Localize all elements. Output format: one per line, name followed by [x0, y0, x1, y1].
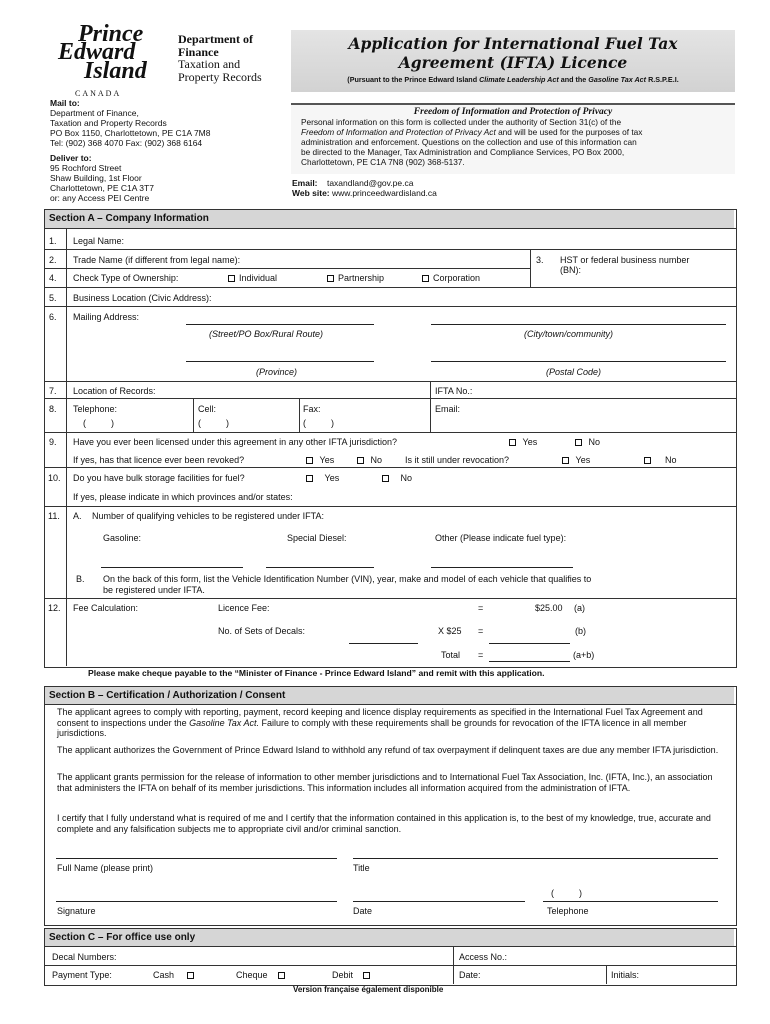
- department-block: [178, 33, 262, 83]
- signature-label: Signature: [57, 906, 96, 916]
- initials-label: Initials:: [611, 970, 640, 980]
- checkbox[interactable]: [422, 275, 429, 282]
- mail-to-line-2: Taxation and Property Records: [50, 118, 167, 128]
- title-label: Title: [353, 863, 370, 873]
- divider: [44, 287, 736, 288]
- divider: [44, 467, 736, 468]
- street-caption: (Street/PO Box/Rural Route): [209, 329, 324, 339]
- mail-to-line-4: Tel: (902) 368 4070 Fax: (902) 368 6164: [50, 138, 203, 148]
- decal-equals: =: [478, 626, 484, 636]
- decal-multiplier: X $25: [438, 626, 462, 636]
- telephone-sig-label: Telephone: [547, 906, 589, 916]
- q10-number: 10.: [48, 473, 61, 483]
- logo-line-edward: Edward: [58, 39, 136, 65]
- checkbox[interactable]: [306, 457, 313, 464]
- divider: [66, 598, 67, 666]
- street-input-line[interactable]: [186, 324, 374, 325]
- postal-input-line[interactable]: [431, 361, 726, 362]
- privacy-heading: Freedom of Information and Protection of Privacy: [413, 107, 613, 117]
- vin-instruction-line-1: On the back of this form, list the Vehicle Identification Number (VIN), year, make and model of each vehicle that qualifies to: [103, 574, 592, 584]
- option-label: Cheque: [236, 970, 268, 980]
- total-input-line[interactable]: [489, 661, 570, 662]
- revoked-yes-option[interactable]: [306, 455, 334, 465]
- section-b-paragraph-2: The applicant authorizes the Government of Prince Edward Island to withhold any refund of tax overpayment if delinquent taxes are due any member IFTA jurisdiction.: [57, 745, 719, 755]
- cell-area-code: ( ): [198, 418, 229, 428]
- ownership-individual-option[interactable]: [228, 273, 277, 283]
- divider: [44, 704, 736, 705]
- q9-yes-option[interactable]: [509, 437, 537, 447]
- fax-area-code: ( ): [303, 418, 334, 428]
- privacy-line-1: Personal information on this form is collected under the authority of Section 31(c) of the: [301, 117, 622, 127]
- form-title-line-2: Agreement (IFTA) Licence: [398, 53, 628, 72]
- q8-number: 8.: [49, 404, 57, 414]
- privacy-act-name: Freedom of Information and Protection of Privacy Act: [301, 127, 496, 137]
- date-label: Date: [353, 906, 373, 916]
- divider: [44, 432, 736, 433]
- divider: [299, 398, 300, 432]
- q4-number: 4.: [49, 273, 57, 283]
- city-caption: (City/town/community): [524, 329, 614, 339]
- other-fuel-input-line[interactable]: [431, 567, 573, 568]
- q6-number: 6.: [49, 312, 57, 322]
- option-label: No: [588, 437, 601, 447]
- option-label: Debit: [332, 970, 354, 980]
- q11-number: 11.: [48, 511, 60, 521]
- mail-to-block: [50, 98, 210, 148]
- vin-instruction-line-2: be registered under IFTA.: [103, 585, 205, 595]
- divider: [453, 946, 454, 984]
- section-b-paragraph-1: [57, 707, 725, 739]
- privacy-line-2-rest: and will be used for the purposes of tax: [495, 127, 643, 137]
- mail-to-line-3: PO Box 1150, Charlottetown, PE C1A 7M8: [50, 128, 211, 138]
- divider: [606, 965, 607, 984]
- email-field-label[interactable]: Email:: [435, 404, 461, 414]
- bulk-storage-yes-option[interactable]: [306, 473, 339, 483]
- q7-number: 7.: [49, 386, 57, 396]
- divider: [44, 268, 530, 269]
- gasoline-input-line[interactable]: [101, 567, 243, 568]
- q9-no-option[interactable]: [575, 437, 600, 447]
- province-input-line[interactable]: [186, 361, 374, 362]
- department-line-3: Taxation and: [178, 57, 241, 71]
- contact-block: [292, 178, 437, 198]
- privacy-line-4: be directed to the Manager, Tax Administration and Compliance Services, PO Box 2000,: [301, 147, 625, 157]
- section-c-heading: Section C – For office use only: [45, 929, 734, 946]
- option-label: No: [400, 473, 413, 483]
- subtitle-suffix: R.S.P.E.I.: [646, 75, 679, 84]
- checkbox[interactable]: [363, 972, 370, 979]
- q12-number: 12.: [48, 603, 61, 613]
- divider: [44, 946, 736, 947]
- licence-fee-equals: =: [478, 603, 484, 613]
- decal-amount-input-line[interactable]: [489, 643, 570, 644]
- form-title-box: [291, 30, 735, 92]
- qualifying-vehicles-label: Number of qualifying vehicles to be registered under IFTA:: [92, 511, 324, 521]
- email-label: Email:: [292, 178, 318, 188]
- still-revoked-no-option[interactable]: [644, 455, 677, 465]
- hst-number-label-bn: (BN):: [560, 265, 581, 275]
- section-b-paragraph-4: I certify that I fully understand what is required of me and I certify that the information contained in this application is, to the best of my knowledge, true, accurate and complete and any falsification subjects me to appropriate civil and/or criminal sanction.: [57, 813, 711, 834]
- payment-cash-option[interactable]: [153, 970, 198, 980]
- office-date-label: Date:: [459, 970, 481, 980]
- bulk-storage-locations-label[interactable]: If yes, please indicate in which provinces and/or states:: [73, 492, 293, 502]
- form-title-line-1: Application for International Fuel Tax: [348, 34, 678, 53]
- ownership-partnership-option[interactable]: [327, 273, 384, 283]
- divider: [44, 398, 736, 399]
- email-link[interactable]: taxandland@gov.pe.ca: [326, 178, 414, 188]
- divider: [44, 249, 736, 250]
- legal-name-label[interactable]: Legal Name:: [73, 236, 125, 246]
- q11a-letter: A.: [73, 511, 82, 521]
- signature-input-line[interactable]: [56, 901, 337, 902]
- divider: [530, 249, 531, 287]
- checkbox[interactable]: [382, 475, 389, 482]
- checkbox[interactable]: [644, 457, 651, 464]
- divider: [44, 381, 736, 382]
- fee-calculation-label: Fee Calculation:: [73, 603, 139, 613]
- subtitle-act-1: Climate Leadership Act: [479, 75, 559, 84]
- option-label: Partnership: [338, 273, 385, 283]
- checkbox[interactable]: [187, 972, 194, 979]
- decal-count-input-line[interactable]: [349, 643, 418, 644]
- gasoline-label: Gasoline:: [103, 533, 142, 543]
- hst-number-label[interactable]: HST or federal business number: [560, 255, 690, 265]
- checkbox[interactable]: [509, 439, 516, 446]
- business-location-label[interactable]: Business Location (Civic Address):: [73, 293, 212, 303]
- telephone-area-code: ( ): [83, 418, 114, 428]
- checkbox[interactable]: [306, 475, 313, 482]
- licensed-other-jurisdiction-question: Have you ever been licensed under this agreement in any other IFTA jurisdiction?: [73, 437, 398, 447]
- revoked-no-option[interactable]: [357, 455, 382, 465]
- divider: [44, 306, 736, 307]
- q11b-letter: B.: [76, 574, 85, 584]
- option-label: No: [370, 455, 383, 465]
- date-input-line[interactable]: [353, 901, 525, 902]
- province-caption: (Province): [256, 367, 298, 377]
- deliver-to-block: [50, 153, 154, 203]
- para-1-text-b: Failure to comply with these requirements shall be grounds for revocation of the IFTA licence in all member jurisdictions.: [57, 717, 687, 738]
- q9-number: 9.: [49, 437, 57, 447]
- section-a-heading: Section A – Company Information: [45, 210, 734, 228]
- department-line-2: Finance: [178, 44, 219, 59]
- privacy-line-5: Charlottetown, PE C1A 7N8 (902) 368-5137.: [301, 157, 465, 167]
- other-fuel-label: Other (Please indicate fuel type):: [435, 533, 567, 543]
- subtitle-act-2: Gasoline Tax Act: [588, 75, 647, 84]
- gasoline-tax-act: Gasoline Tax Act.: [189, 717, 259, 728]
- cell-label[interactable]: Cell:: [198, 404, 217, 414]
- licence-fee-label: Licence Fee:: [218, 603, 270, 613]
- signature-phone-area-code: ( ): [551, 888, 582, 898]
- access-number-label: Access No.:: [459, 952, 508, 962]
- q5-number: 5.: [49, 293, 57, 303]
- bulk-storage-question: Do you have bulk storage facilities for fuel?: [73, 473, 245, 483]
- special-diesel-label: Special Diesel:: [287, 533, 347, 543]
- checkbox[interactable]: [575, 439, 582, 446]
- option-label: Yes: [575, 455, 591, 465]
- telephone-label[interactable]: Telephone:: [73, 404, 118, 414]
- option-label: Individual: [239, 273, 278, 283]
- option-label: No: [665, 455, 677, 465]
- full-name-label: Full Name (please print): [57, 863, 154, 873]
- full-name-input-line[interactable]: [56, 858, 337, 859]
- divider: [193, 398, 194, 432]
- ownership-corporation-option[interactable]: [422, 273, 480, 283]
- website-label: Web site:: [292, 188, 330, 198]
- checkbox[interactable]: [278, 972, 285, 979]
- payment-cheque-option[interactable]: [236, 970, 289, 980]
- postal-caption: (Postal Code): [546, 367, 602, 377]
- fax-label[interactable]: Fax:: [303, 404, 321, 414]
- deliver-to-line-1: 95 Rochford Street: [50, 163, 122, 173]
- payment-debit-option[interactable]: [332, 970, 374, 980]
- option-label: Cash: [153, 970, 175, 980]
- logo-line-prince: Prince: [78, 21, 144, 47]
- deliver-to-line-4: or: any Access PEI Centre: [50, 193, 150, 203]
- option-label: Yes: [324, 473, 340, 483]
- para-1-text-a: The applicant agrees to comply with reporting, payment, record keeping and licence display requirements as specified in the International Fuel Tax Agreement and consent to inspections under the: [57, 707, 703, 728]
- checkbox[interactable]: [357, 457, 364, 464]
- pei-logo: [58, 22, 168, 90]
- title-input-line[interactable]: [353, 858, 718, 859]
- ifta-number-label[interactable]: IFTA No.:: [435, 386, 473, 396]
- checkbox[interactable]: [327, 275, 334, 282]
- section-b-heading: Section B – Certification / Authorization / Consent: [45, 687, 734, 704]
- still-revoked-yes-option[interactable]: [562, 455, 590, 465]
- divider: [44, 965, 736, 966]
- licence-fee-amount: $25.00: [535, 603, 563, 613]
- department-line-4: Property Records: [178, 69, 262, 84]
- ownership-type-label: Check Type of Ownership:: [73, 273, 179, 283]
- divider: [430, 381, 431, 432]
- deliver-to-line-2: Shaw Building, 1st Floor: [50, 173, 142, 183]
- french-version-note: Version française également disponible: [293, 985, 444, 994]
- mail-to-heading: Mail to:: [50, 98, 80, 108]
- payment-type-label: Payment Type:: [52, 970, 112, 980]
- deliver-to-line-3: Charlottetown, PE C1A 3T7: [50, 183, 154, 193]
- decal-numbers-label: Decal Numbers:: [52, 952, 117, 962]
- divider: [44, 598, 736, 599]
- total-equals: =: [478, 650, 484, 660]
- privacy-line-2: [301, 127, 735, 137]
- records-location-label[interactable]: Location of Records:: [73, 386, 156, 396]
- option-label: Yes: [522, 437, 538, 447]
- checkbox[interactable]: [562, 457, 569, 464]
- option-label: Corporation: [433, 273, 481, 283]
- decal-sets-label: No. of Sets of Decals:: [218, 626, 306, 636]
- option-label: Yes: [319, 455, 335, 465]
- divider: [44, 228, 736, 229]
- department-line-1: Department of: [178, 32, 253, 46]
- section-b-paragraph-3: The applicant grants permission for the release of information to other member jurisdictions and to International Fuel Tax Association, Inc. (IFTA, Inc.), an association that administers the IFTA on behalf of its member jurisdictions. This information includes all information acquired from the administration of IFTA.: [57, 772, 713, 793]
- trade-name-label[interactable]: Trade Name (if different from legal name):: [73, 255, 241, 265]
- deliver-to-heading: Deliver to:: [50, 153, 92, 163]
- total-ab: (a+b): [573, 650, 595, 660]
- divider: [66, 228, 67, 598]
- mail-to-line-1: Department of Finance,: [50, 108, 139, 118]
- privacy-notice: [291, 103, 735, 174]
- decal-b: (b): [575, 626, 586, 636]
- q1-number: 1.: [49, 236, 57, 246]
- bulk-storage-no-option[interactable]: [382, 473, 412, 483]
- subtitle-mid: and the: [558, 75, 589, 84]
- city-input-line[interactable]: [431, 324, 726, 325]
- website-link[interactable]: www.princeedwardisland.ca: [332, 188, 437, 198]
- checkbox[interactable]: [228, 275, 235, 282]
- cheque-payable-note: Please make cheque payable to the “Minister of Finance - Prince Edward Island” and remit with this application.: [88, 668, 545, 678]
- q3-number: 3.: [536, 255, 544, 265]
- licence-fee-a: (a): [574, 603, 585, 613]
- total-label: Total: [441, 650, 461, 660]
- q2-number: 2.: [49, 255, 57, 265]
- privacy-line-3: administration and enforcement. Questions on the collection and use of this information can: [301, 137, 637, 147]
- logo-country: CANADA: [75, 89, 122, 98]
- licence-revoked-question: If yes, has that licence ever been revoked?: [73, 455, 245, 465]
- divider: [44, 506, 736, 507]
- logo-line-island: Island: [84, 58, 147, 84]
- diesel-input-line[interactable]: [266, 567, 374, 568]
- subtitle-prefix: (Pursuant to the Prince Edward Island: [347, 75, 480, 84]
- still-revoked-question: Is it still under revocation?: [405, 455, 510, 465]
- mailing-address-label: Mailing Address:: [73, 312, 140, 322]
- telephone-input-line[interactable]: [543, 901, 718, 902]
- form-subtitle: [291, 75, 735, 84]
- privacy-body: [291, 117, 735, 167]
